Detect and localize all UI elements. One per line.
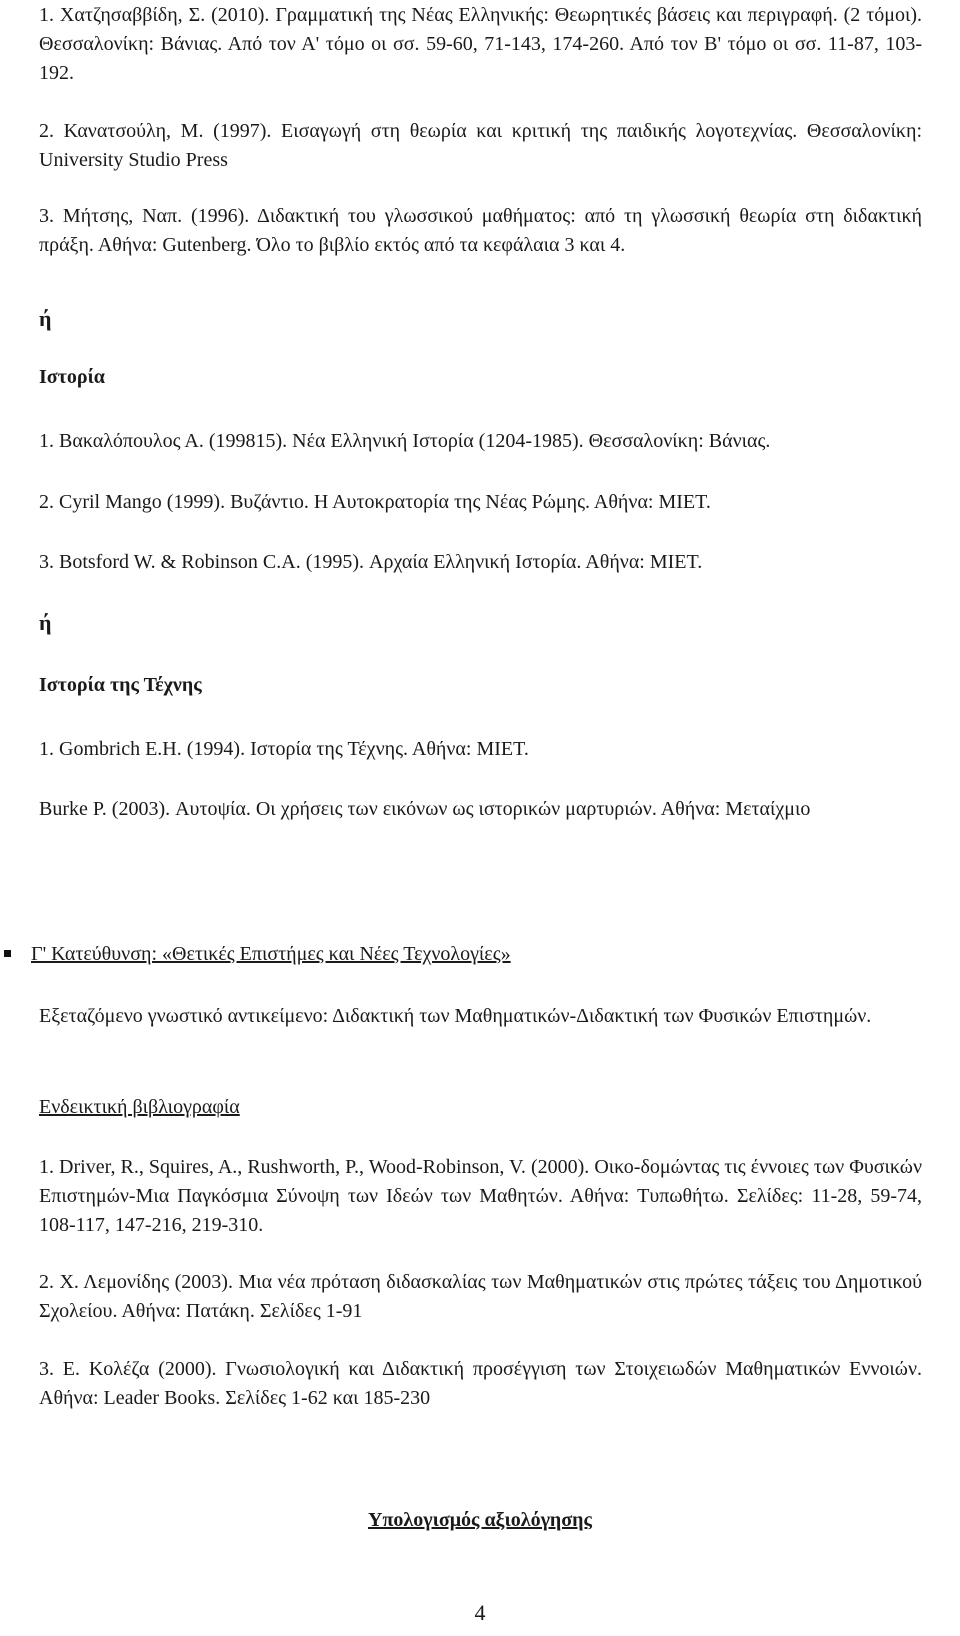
ref-item: 1. Gombrich E.H. (1994). Ιστορία της Τέχνης. Αθήνα: ΜΙΕΤ. xyxy=(39,738,529,760)
evaluation-title: Υπολογισμός αξιολόγησης xyxy=(368,1509,592,1531)
ref-item: 2. Κανατσούλη, Μ. (1997). Εισαγωγή στη θεωρία και κριτική της παιδικής λογοτεχνίας. Θεσσαλονίκη: University Studio Press xyxy=(39,120,922,171)
ref-item: 1. Βακαλόπουλος Α. (199815). Νέα Ελληνική Ιστορία (1204-1985). Θεσσαλονίκη: Βάνιας. xyxy=(39,430,771,452)
bibliography-label: Ενδεικτική βιβλιογραφία xyxy=(39,1096,240,1118)
ref-item: 3. Μήτσης, Ναπ. (1996). Διδακτική του γλωσσικού μαθήματος: από τη γλωσσική θεωρία στη διδακτική πράξη. Αθήνα: Gutenberg. Όλο το βιβλίο εκτός από τα κεφάλαια 3 και 4. xyxy=(39,205,922,256)
ref-item: 1. Χατζησαββίδη, Σ. (2010). Γραμματική της Νέας Ελληνικής: Θεωρητικές βάσεις και περιγραφή. (2 τόμοι). Θεσσαλονίκη: Βάνιας. Από τον Α' τόμο οι σσ. 59-60, 71-143, 174-260. Από τον Β' τόμο οι σσ. 11-87, 103-192. xyxy=(39,4,922,84)
ref-item: 2. Χ. Λεμονίδης (2003). Μια νέα πρόταση διδασκαλίας των Μαθηματικών στις πρώτες τάξεις του Δημοτικού Σχολείου. Αθήνα: Πατάκη. Σελίδες 1-91 xyxy=(39,1271,922,1322)
ref-item: 3. Botsford W. & Robinson C.A. (1995). Αρχαία Ελληνική Ιστορία. Αθήνα: ΜΙΕΤ. xyxy=(39,551,703,573)
ref-item: 3. Ε. Κολέζα (2000). Γνωσιολογική και Διδακτική προσέγγιση των Στοιχειωδών Μαθηματικών Εννοιών. Αθήνα: Leader Books. Σελίδες 1-62 και 185-230 xyxy=(39,1358,922,1409)
or-separator: ή xyxy=(39,306,52,331)
ref-item: 2. Cyril Mango (1999). Βυζάντιο. Η Αυτοκρατορία της Νέας Ρώμης. Αθήνα: ΜΙΕΤ. xyxy=(39,491,711,513)
section-heading-history: Ιστορία xyxy=(39,366,105,388)
subject-text: Εξεταζόμενο γνωστικό αντικείμενο: Διδακτική των Μαθηματικών-Διδακτική των Φυσικών Επιστημών. xyxy=(39,1005,872,1027)
direction-title: Γ' Κατεύθυνση: «Θετικές Επιστήμες και Νέες Τεχνολογίες» xyxy=(31,943,511,965)
ref-item: Burke P. (2003). Αυτοψία. Οι χρήσεις των εικόνων ως ιστορικών μαρτυριών. Αθήνα: Μεταίχμιο xyxy=(39,798,811,820)
section-heading-art-history: Ιστορία της Τέχνης xyxy=(39,674,202,696)
or-separator: ή xyxy=(39,610,52,635)
square-bullet-icon xyxy=(4,950,11,957)
page-number: 4 xyxy=(474,1600,486,1625)
ref-item: 1. Driver, R., Squires, A., Rushworth, P., Wood-Robinson, V. (2000). Οικο-δομώντας τις έννοιες των Φυσικών Επιστημών-Μια Παγκόσμια Σύνοψη των Ιδεών των Μαθητών. Αθήνα: Τυπωθήτω. Σελίδες: 11-28, 59-74, 108-117, 147-216, 219-310. xyxy=(39,1156,922,1236)
